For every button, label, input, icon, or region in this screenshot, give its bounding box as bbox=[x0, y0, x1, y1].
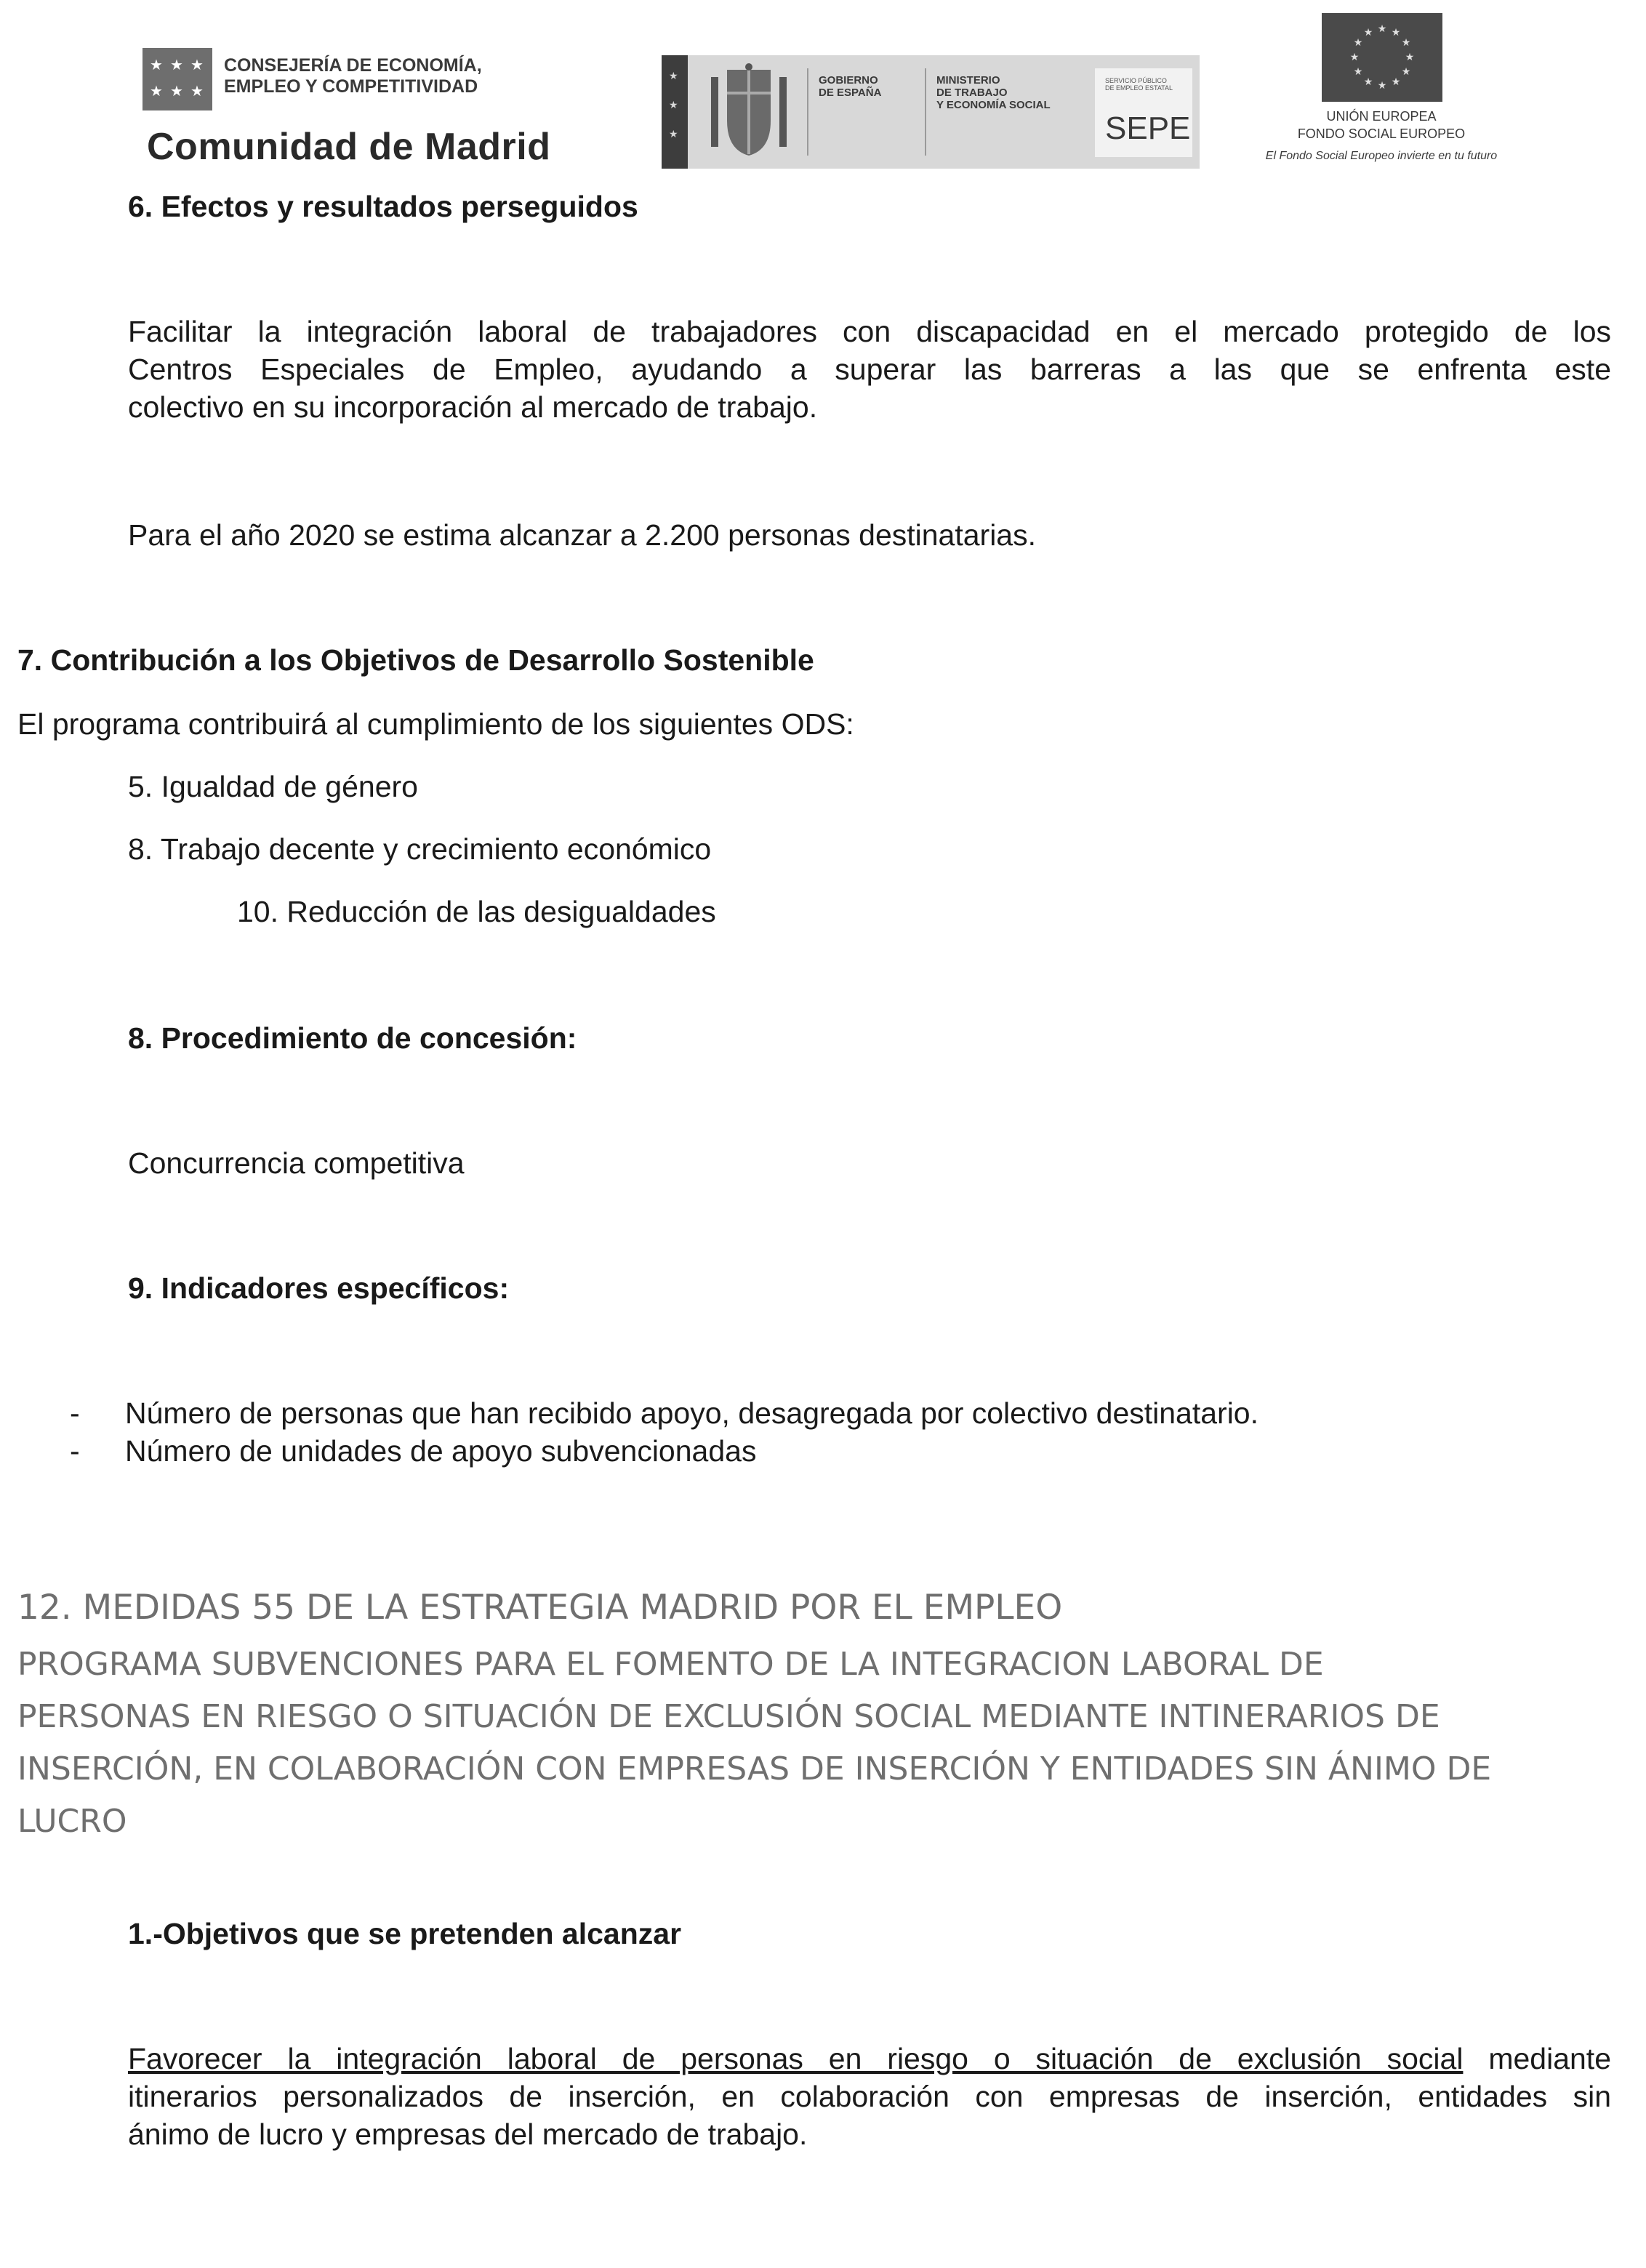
objectives-line1 bbox=[128, 2040, 1611, 2078]
madrid-department-line2: EMPLEO Y COMPETITIVIDAD bbox=[224, 76, 478, 97]
svg-text:★: ★ bbox=[1405, 52, 1415, 63]
objectives-line2: itinerarios personalizados de inserción, en colaboración con empresas de inserción, entidades sin bbox=[128, 2080, 1611, 2113]
svg-text:★: ★ bbox=[1353, 66, 1363, 78]
svg-text:★: ★ bbox=[1363, 27, 1373, 39]
svg-text:★: ★ bbox=[1391, 76, 1401, 88]
svg-text:★: ★ bbox=[1401, 37, 1411, 49]
section12-subtitle-line1: PROGRAMA SUBVENCIONES PARA EL FOMENTO DE LA INTEGRACION LABORAL DE bbox=[17, 1646, 1324, 1683]
sepe-logo bbox=[1095, 68, 1192, 157]
eu-band-icon: ★ ★ ★ bbox=[662, 55, 688, 169]
objectives-paragraph bbox=[128, 2040, 1611, 2153]
svg-text:★: ★ bbox=[1391, 27, 1401, 39]
madrid-department-line1: CONSEJERÍA DE ECONOMÍA, bbox=[224, 55, 482, 76]
section12-subtitle-line2: PERSONAS EN RIESGO O SITUACIÓN DE EXCLUSIÓN SOCIAL MEDIANTE INTINERARIOS DE bbox=[17, 1698, 1440, 1735]
svg-text:★: ★ bbox=[1363, 76, 1373, 88]
section6-heading: 6. Efectos y resultados perseguidos bbox=[128, 190, 638, 223]
section8-text: Concurrencia competitiva bbox=[128, 1146, 465, 1180]
section7-heading: 7. Contribución a los Objetivos de Desarrollo Sostenible bbox=[17, 643, 814, 677]
objectives-underlined: Favorecer la integración laboral de personas en riesgo o situación de exclusión social bbox=[128, 2042, 1464, 2075]
sepe-subtitle: SERVICIO PÚBLICO DE EMPLEO ESTATAL bbox=[1105, 77, 1173, 92]
svg-text:★: ★ bbox=[1401, 66, 1411, 78]
objectives-heading: 1.-Objetivos que se pretenden alcanzar bbox=[128, 1917, 682, 1950]
eu-flag-icon bbox=[1322, 13, 1442, 102]
section6-paragraph2: Para el año 2020 se estima alcanzar a 2.200 personas destinatarias. bbox=[128, 518, 1036, 552]
ministerio-text: MINISTERIO DE TRABAJO Y ECONOMÍA SOCIAL bbox=[936, 74, 1051, 111]
svg-text:★: ★ bbox=[1377, 80, 1387, 92]
indicator-item-2: Número de unidades de apoyo subvencionadas bbox=[125, 1434, 757, 1468]
section8-heading: 8. Procedimiento de concesión: bbox=[128, 1021, 577, 1055]
eu-motto: El Fondo Social Europeo invierte en tu futuro bbox=[1265, 150, 1498, 162]
objectives-line3: ánimo de lucro y empresas del mercado de trabajo. bbox=[128, 2118, 808, 2151]
comunidad-madrid-logo bbox=[142, 48, 601, 172]
section12-subtitle-line3: INSERCIÓN, EN COLABORACIÓN CON EMPRESAS DE INSERCIÓN Y ENTIDADES SIN ÁNIMO DE bbox=[17, 1750, 1492, 1788]
section6-p1-line2: Centros Especiales de Empleo, ayudando a superar las barreras a las que se enfrenta este bbox=[128, 353, 1611, 386]
sepe-title: SEPE bbox=[1105, 110, 1191, 146]
ods-item-10: 10. Reducción de las desigualdades bbox=[237, 895, 716, 928]
svg-text:★: ★ bbox=[1377, 23, 1387, 35]
eu-line2: FONDO SOCIAL EUROPEO bbox=[1297, 126, 1466, 141]
ods-item-5: 5. Igualdad de género bbox=[128, 770, 418, 803]
section9-heading: 9. Indicadores específicos: bbox=[128, 1271, 510, 1305]
objectives-line1-rest: mediante bbox=[1463, 2042, 1612, 2075]
indicator-item-1: Número de personas que han recibido apoyo, desagregada por colectivo destinatario. bbox=[125, 1396, 1259, 1430]
section7-intro: El programa contribuirá al cumplimiento de los siguientes ODS: bbox=[17, 707, 854, 741]
eu-line1: UNIÓN EUROPEA bbox=[1326, 109, 1437, 124]
svg-text:★: ★ bbox=[1349, 52, 1360, 63]
gobierno-espana-logo bbox=[662, 55, 1200, 169]
section6-p1-line1: Facilitar la integración laboral de trabajadores con discapacidad en el mercado protegido de los bbox=[128, 315, 1611, 348]
bullet-dash: - bbox=[70, 1396, 80, 1430]
section12-title: 12. MEDIDAS 55 DE LA ESTRATEGIA MADRID POR EL EMPLEO bbox=[17, 1588, 1063, 1628]
bullet-dash: - bbox=[70, 1434, 80, 1468]
svg-text:★: ★ bbox=[1353, 37, 1363, 49]
section6-paragraph1 bbox=[128, 313, 1611, 426]
madrid-name: Comunidad de Madrid bbox=[147, 126, 551, 168]
section6-p1-line3: colectivo en su incorporación al mercado de trabajo. bbox=[128, 390, 818, 424]
gobierno-text: GOBIERNO DE ESPAÑA bbox=[819, 74, 882, 99]
ods-item-8: 8. Trabajo decente y crecimiento económico bbox=[128, 832, 712, 866]
madrid-flag-icon: ★ ★ ★ ★ ★ ★ bbox=[142, 48, 212, 110]
union-europea-logo bbox=[1243, 13, 1519, 173]
spain-coat-of-arms-icon bbox=[705, 63, 792, 161]
madrid-department bbox=[224, 55, 482, 97]
section12-subtitle-line4: LUCRO bbox=[17, 1803, 127, 1840]
